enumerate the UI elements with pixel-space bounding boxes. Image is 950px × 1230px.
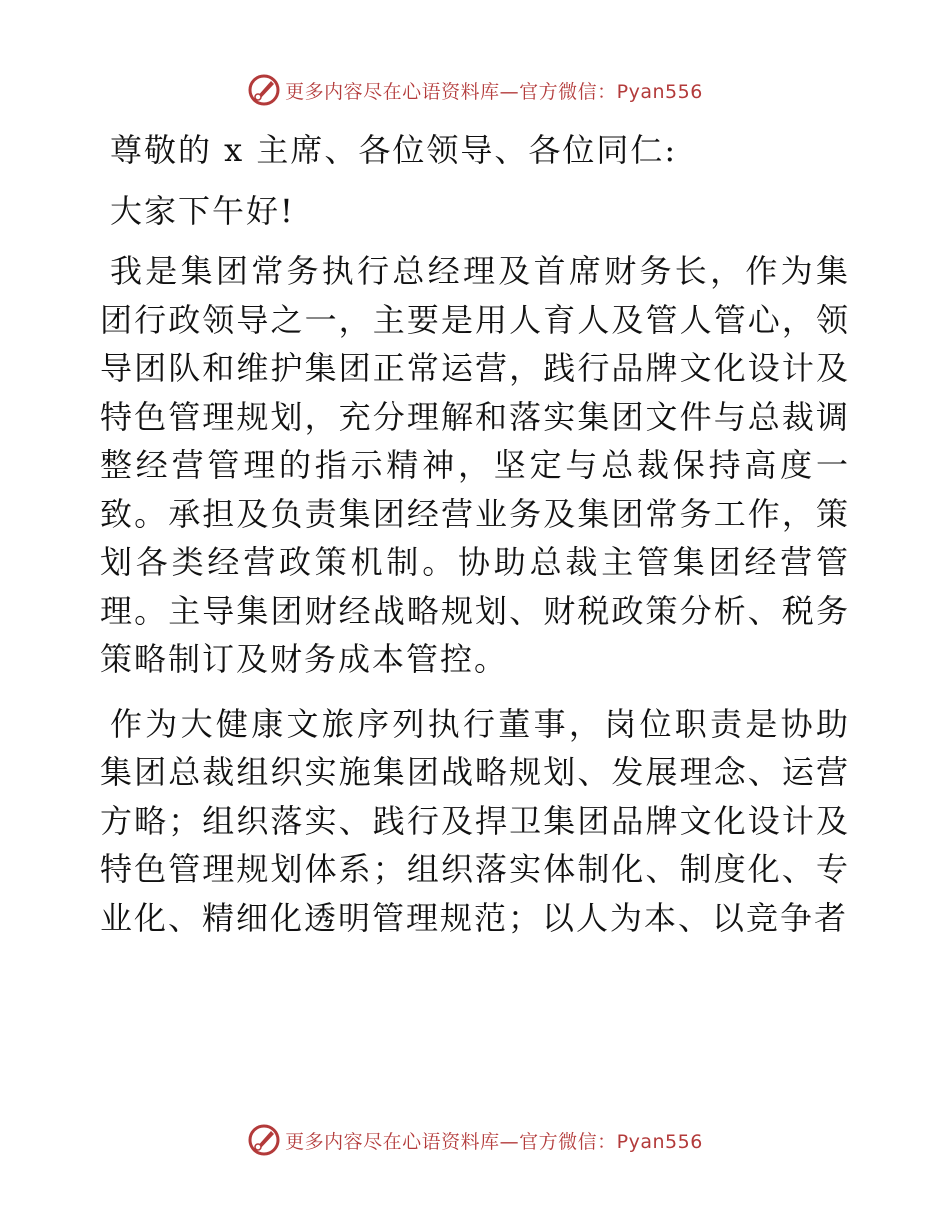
quill-logo-icon <box>247 1123 281 1157</box>
greeting: 大家下午好! <box>110 191 295 230</box>
letter-body <box>100 126 850 958</box>
watermark-text: 更多内容尽在心语资料库—官方微信：Pyan556 <box>285 1130 703 1153</box>
header-watermark <box>0 70 950 110</box>
footer-watermark <box>0 1120 950 1160</box>
quill-logo-icon <box>247 73 281 107</box>
watermark-text: 更多内容尽在心语资料库—官方微信：Pyan556 <box>285 80 703 103</box>
salutation: 尊敬的 x 主席、各位领导、各位同仁: <box>110 131 678 169</box>
paragraph-2: 作为大健康文旅序列执行董事，岗位职责是协助集团总裁组织实施集团战略规划、发展理念、运营方略；组织落实、践行及捍卫集团品牌文化设计及特色管理规划体系；组织落实体制化、制度化、专业化、精细化透明管理规范；以人为本、以竞争者 <box>100 704 850 937</box>
paragraph-1: 我是集团常务执行总经理及首席财务长，作为集团行政领导之一，主要是用人育人及管人管心，领导团队和维护集团正常运营，践行品牌文化设计及特色管理规划，充分理解和落实集团文件与总裁调整经营管理的指示精神，坚定与总裁保持高度一致。承担及负责集团经营业务及集团常务工作，策划各类经营政策机制。协助总裁主管集团经营管理。主导集团财经战略规划、财税政策分析、税务策略制订及财务成本管控。 <box>100 252 850 678</box>
